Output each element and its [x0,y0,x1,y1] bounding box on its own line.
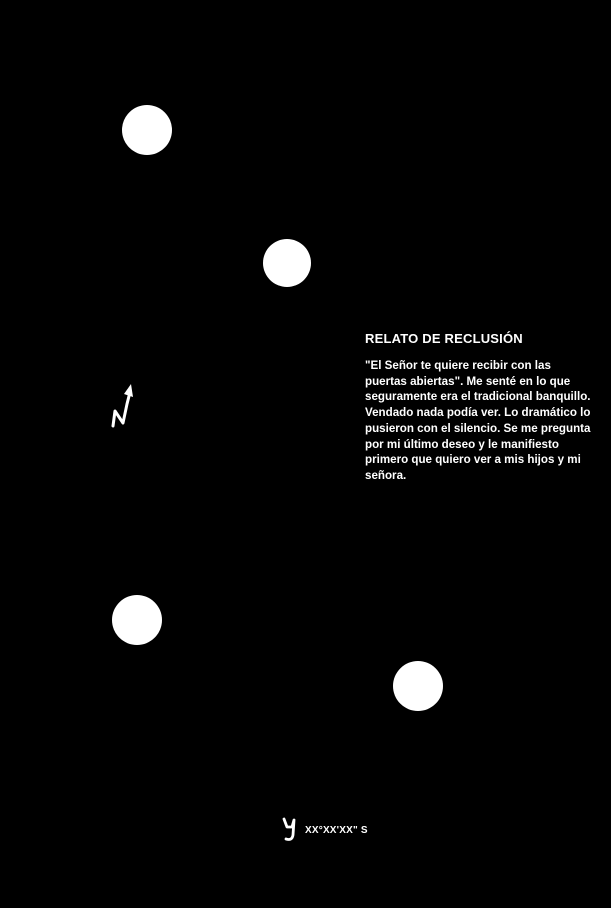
coordinate-label: XX°XX'XX" S [305,824,368,836]
article-block [365,330,595,484]
latitude-hook-icon [282,817,298,843]
location-dot-3 [112,595,162,645]
location-dot-4 [393,661,443,711]
location-dot-2 [263,239,311,287]
coordinate-readout [282,816,368,844]
location-dot-1 [122,105,172,155]
north-arrow-icon [108,382,136,430]
article-body: "El Señor te quiere recibir con las puertas abiertas". Me senté en lo que seguramente era el tradicional banquillo. Vendado nada podía ver. Lo dramático lo pusieron con el silencio. Se me pregunta por mi último deseo y le manifiesto primero que quiero ver a mis hijos y mi señora. [365,359,591,482]
article-title: RELATO DE RECLUSIÓN [365,331,523,346]
